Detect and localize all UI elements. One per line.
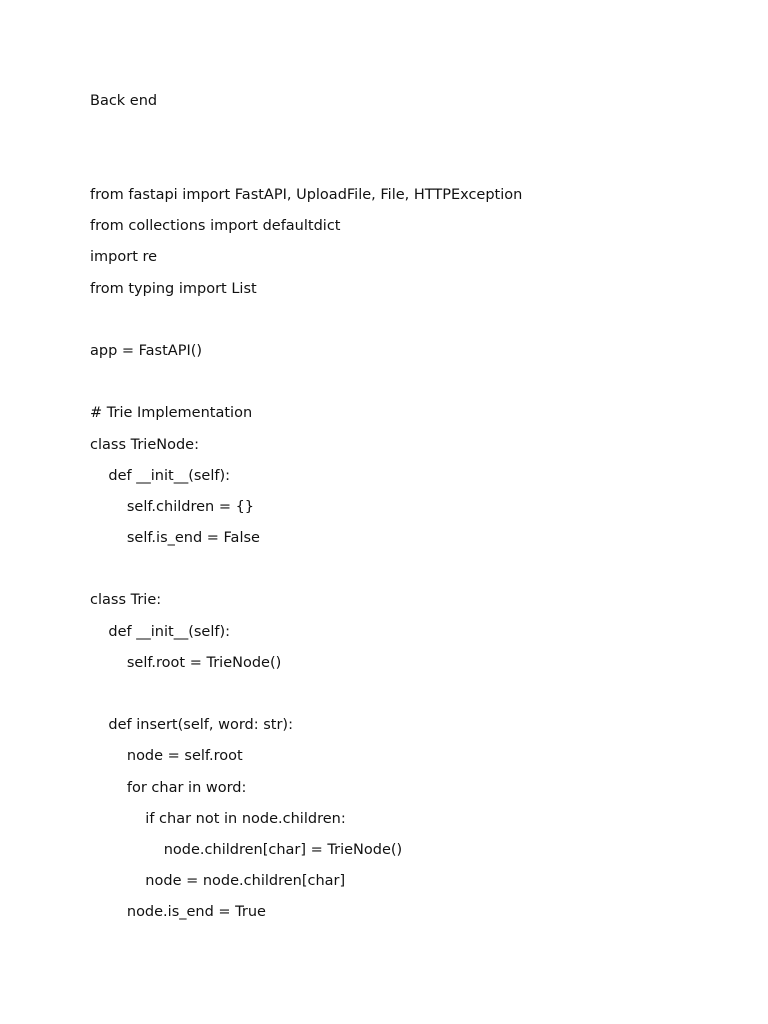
code-line: app = FastAPI() [90, 342, 203, 359]
code-line [90, 685, 522, 716]
code-line: def __init__(self): [90, 467, 231, 484]
code-line [90, 373, 522, 404]
code-line: node = self.root [90, 748, 243, 765]
code-line: class Trie: [90, 592, 162, 609]
document-heading: Back end [90, 93, 158, 109]
code-line: # Trie Implementation [90, 405, 253, 422]
code-line: from fastapi import FastAPI, UploadFile, File, HTTPException [90, 187, 523, 203]
code-line: def __init__(self): [90, 623, 231, 640]
code-line: node.children[char] = TrieNode() [90, 841, 403, 858]
code-line: if char not in node.children: [90, 810, 346, 827]
code-line: import re [90, 249, 158, 266]
code-line [90, 560, 522, 591]
code-block [90, 186, 522, 935]
code-line [90, 311, 522, 342]
code-line: node = node.children[char] [90, 873, 346, 890]
code-line: def insert(self, word: str): [90, 717, 293, 734]
code-line: from collections import defaultdict [90, 218, 341, 235]
code-line: self.is_end = False [90, 530, 260, 547]
code-line: from typing import List [90, 280, 257, 297]
code-line: node.is_end = True [90, 904, 266, 921]
code-line: self.root = TrieNode() [90, 654, 282, 671]
code-line: self.children = {} [90, 498, 255, 515]
code-line: class TrieNode: [90, 436, 199, 453]
code-line: for char in word: [90, 779, 247, 796]
